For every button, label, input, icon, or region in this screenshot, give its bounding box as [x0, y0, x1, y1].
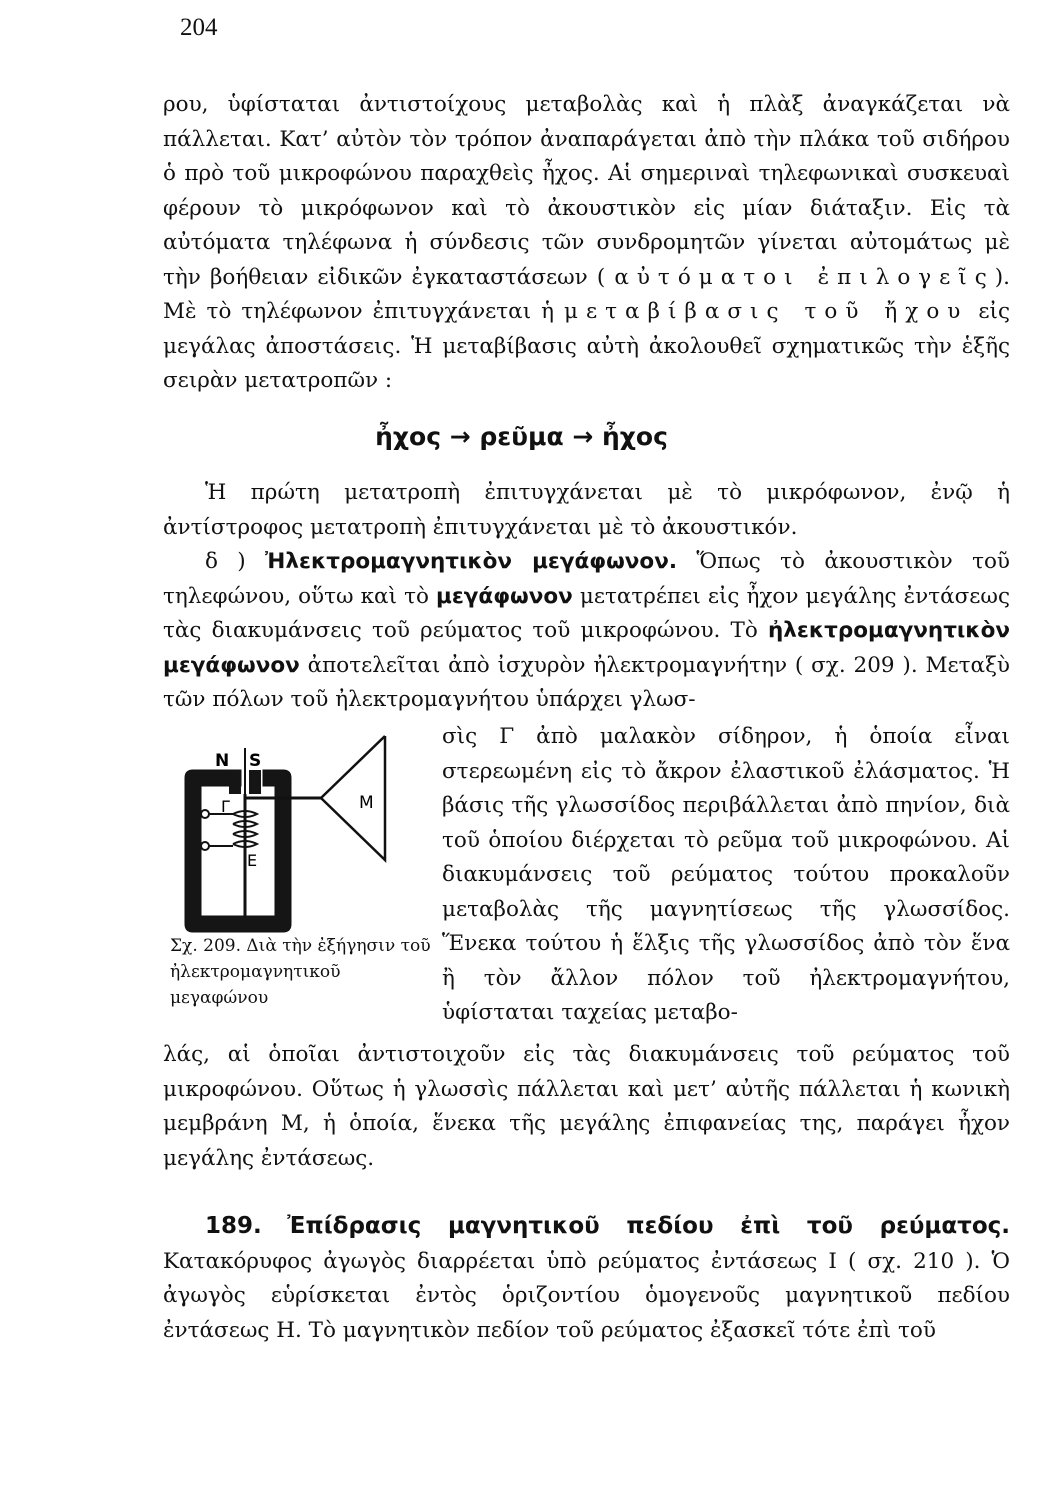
paragraph-2: Ἡ πρώτη μετατροπὴ ἐπιτυγχάνεται μὲ τὸ μικρόφωνον, ἐνῷ ἡ ἀντίστροφος μετατροπὴ ἐπιτυγχάνεται μὲ τὸ ἀκουστικόν.: [163, 480, 1010, 540]
p3-d: ἠλεκτρομαγνητικὸν μεγάφωνον: [163, 618, 1010, 678]
p3-label: δ ): [205, 549, 246, 574]
figure-209: [163, 728, 433, 938]
cone-membrane: [321, 736, 385, 860]
p1-mid: ). Μὲ τὸ τηλέφωνον ἐπιτυγχάνεται ἡ: [163, 264, 1010, 324]
pole-s: [249, 770, 261, 794]
magnet-yoke: [185, 770, 291, 932]
section-number: 189.: [205, 1213, 262, 1239]
caption: Σχ. 209. Διὰ τὴν ἐξήγησιν τοῦ ἠλεκτρομαγνητικοῦ μεγαφώνου: [170, 936, 431, 1008]
terminal-top: [201, 810, 209, 818]
p3-title: Ἠλεκτρομαγνητικὸν μεγάφωνον.: [265, 549, 678, 574]
p1-spaced-term-1: αὐτόματοι ἐπιλογεῖς: [614, 264, 995, 290]
paragraph-4: λάς, αἱ ὁποῖαι ἀντιστοιχοῦν εἰς τὰς διακυμάνσεις τοῦ ρεύματος τοῦ μικροφώνου. Οὕτως ἡ γλωσσὶς πάλλεται καὶ μετ’ αὐτῆς πάλλεται ἡ κωνικὴ μεμβράνη Μ, ἡ ὁποία, ἕνεκα τῆς μεγάλης ἐπιφανείας της, παράγει ἦχον μεγάλης ἐντάσεως.: [163, 1042, 1010, 1171]
label-s: S: [249, 751, 262, 771]
p3-b: μεγάφωνον: [436, 583, 573, 609]
paragraph-3: [163, 545, 1010, 718]
paragraph-1: [163, 88, 1010, 399]
label-n: N: [215, 751, 230, 771]
p1-text: ρου, ὑφίσταται ἀντιστοίχους μεταβολὰς καὶ ἡ πλὰξ ἀναγκάζεται νὰ πάλλεται. Κατ’ αὐτὸν τὸν τρόπον ἀναπαράγεται ἀπὸ τὴν πλάκα τοῦ σιδήρου ὁ πρὸ τοῦ μικροφώνου παραχθεὶς ἦχος. Αἱ σημεριναὶ τηλεφωνικαὶ συσκευαὶ φέρουν τὸ μικρόφωνον καὶ τὸ ἀκουστικὸν εἰς μίαν διάταξιν. Εἰς τὰ αὐτόματα τηλέφωνα ἡ σύνδεσις τῶν συνδρομητῶν γίνεται αὐτομάτως μὲ τὴν βοήθειαν εἰδικῶν ἐγκαταστάσεων (: [163, 92, 1010, 290]
pole-n: [229, 770, 241, 794]
label-m: M: [359, 793, 374, 813]
p3-e: ἀποτελεῖται ἀπὸ ἰσχυρὸν ἠλεκτρομαγνήτην ( σχ. 209 ). Μεταξὺ τῶν πόλων τοῦ ἠλεκτρομαγνήτου ὑπάρχει γλωσ-: [163, 652, 1010, 712]
p3-a: Ὅπως τὸ ἀκουστικὸν τοῦ τηλεφώνου, οὕτω καὶ τὸ: [163, 549, 1011, 609]
p1-end: εἰς μεγάλας ἀποστάσεις. Ἡ μεταβίβασις αὐτὴ ἀκολουθεῖ σχηματικῶς τὴν ἑξῆς σειρὰν μετατροπῶν :: [163, 299, 1010, 393]
formula: ἦχος → ρεῦμα → ἦχος: [375, 422, 668, 451]
p1-spaced-term-2: μεταβίβασις τοῦ ἤχου: [564, 299, 969, 324]
p5-text: Κατακόρυφος ἀγωγὸς διαρρέεται ὑπὸ ρεύματος ἐντάσεως Ι ( σχ. 210 ). Ὁ ἀγωγὸς εὑρίσκεται ἐντὸς ὁριζοντίου ὁμογενοῦς μαγνητικοῦ πεδίου ἐντάσεως Η. Τὸ μαγνητικὸν πεδίον τοῦ ρεύματος ἐξασκεῖ τότε ἐπὶ τοῦ: [163, 1248, 1010, 1343]
page-number: 204: [180, 14, 218, 41]
terminal-bottom: [201, 842, 209, 850]
figure-side-text: σὶς Γ ἀπὸ μαλακὸν σίδηρον, ἡ ὁποία εἶναι στερεωμένη εἰς τὸ ἄκρον ἐλαστικοῦ ἐλάσματος. Ἡ βάσις τῆς γλωσσίδος περιβάλλεται ἀπὸ πηνίον, διὰ τοῦ ὁποίου διέρχεται τὸ ρεῦμα τοῦ μικροφώνου. Αἱ διακυμάνσεις τοῦ ρεύματος τούτου προκαλοῦν μεταβολὰς τῆς μαγνητίσεως τῆς γλωσσίδος. Ἕνεκα τούτου ἡ ἕλξις τῆς γλωσσίδος ἀπὸ τὸν ἕνα ἢ τὸν ἄλλον πόλον τοῦ ἠλεκτρομαγνήτου, ὑφίσταται ταχείας μεταβο-: [442, 724, 1010, 1025]
paragraph-5: [163, 1209, 1010, 1348]
label-g: Γ: [221, 797, 230, 816]
section-title: Ἐπίδρασις μαγνητικοῦ πεδίου ἐπὶ τοῦ ρεύματος.: [287, 1213, 1010, 1239]
label-e: E: [247, 851, 258, 870]
loudspeaker-diagram: [163, 728, 433, 938]
p3-c: μετατρέπει εἰς ἦχον μεγάλης ἐντάσεως τὰς διακυμάνσεις τοῦ ρεύματος τοῦ μικροφώνου. Τὸ: [163, 583, 1010, 643]
